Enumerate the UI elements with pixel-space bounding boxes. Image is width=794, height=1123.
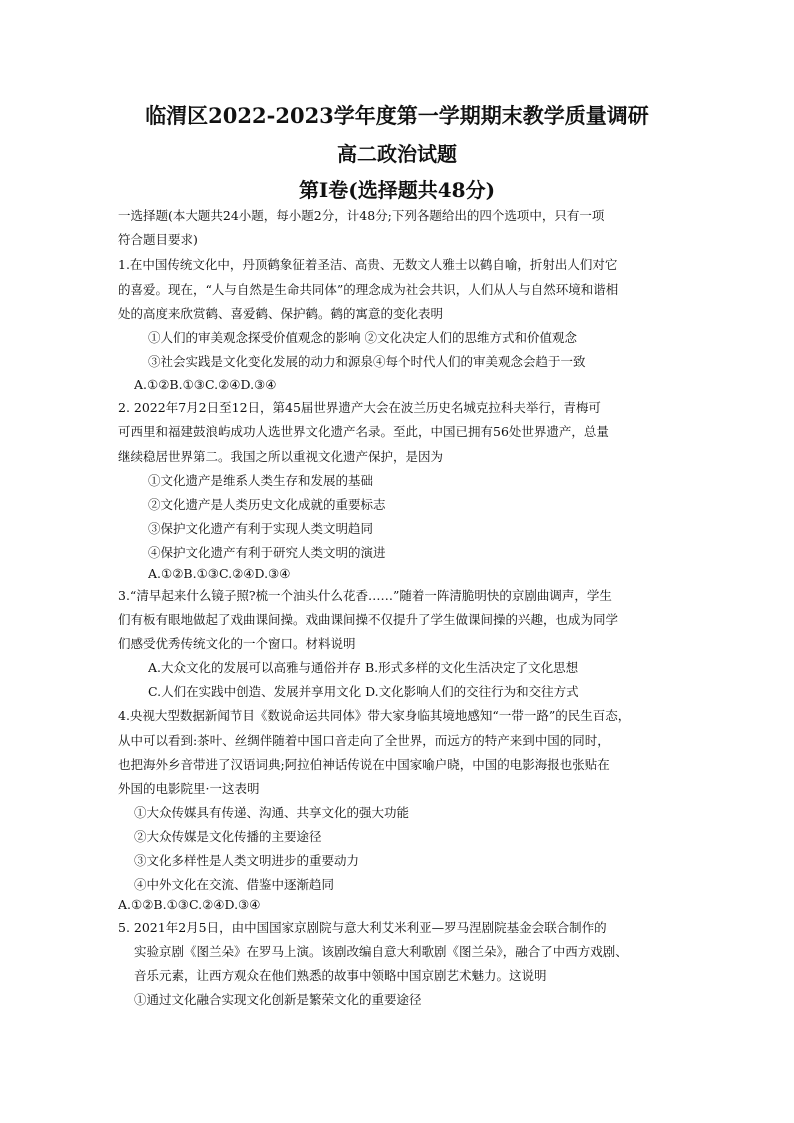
q4-statement: ④中外文化在交流、借鉴中逐渐趋同 [134, 877, 335, 892]
q2-stem-line: 可西里和福建鼓浪屿成功人选世界文化遗产名录。至此，中国已拥有56处世界遗产，总量 [118, 424, 609, 439]
section-title: 第I卷(选择题共48分) [298, 178, 496, 202]
q5-stem-line: 音乐元素，让西方观众在他们熟悉的故事中领略中国京剧艺术魅力。这说明 [134, 968, 547, 983]
q3-option: C.人们在实践中创造、发展并享用文化 D.文化影响人们的交往行为和交往方式 [148, 684, 579, 699]
q1-stem-line: 1.在中国传统文化中，丹顶鹤象征着圣洁、高贵、无数文人雅士以鹤自喻，折射出人们对它 [118, 257, 618, 272]
q1-stem-line: 的喜爱。现在，“人与自然是生命共同体”的理念成为社会共识，人们从人与自然环境和谐相 [118, 282, 619, 297]
q5-stem-line: 实验京剧《图兰朵》在罗马上演。该剧改编自意大利歌剧《图兰朵》，融合了中西方戏剧、 [134, 944, 628, 959]
instructions-line: 一选择题(本大题共24小题，每小题2分，计48分;下列各题给出的四个选项中，只有一项 [118, 208, 605, 223]
q5-statement: ①通过文化融合实现文化创新是繁荣文化的重要途径 [134, 992, 422, 1007]
q2-stem-line: 继续稳居世界第二。我国之所以重视文化遗产保护，是因为 [118, 449, 444, 464]
q3-stem-line: 们有板有眼地做起了戏曲课间操。戏曲课间操不仅提升了学生做课间操的兴趣，也成为同学 [118, 612, 619, 627]
q2-choices: A.①②B.①③C.②④D.③④ [148, 566, 291, 581]
q2-statement: ④保护文化遗产有利于研究人类文明的演进 [148, 545, 386, 560]
q2-statement: ③保护文化遗产有利于实现人类文明趋同 [148, 521, 374, 536]
q4-statement: ③文化多样性是人类文明进步的重要动力 [134, 853, 360, 868]
q4-stem-line: 外国的电影院里·一这表明 [118, 781, 260, 796]
q4-statement: ①大众传媒具有传递、沟通、共享文化的强大功能 [134, 805, 410, 820]
q4-stem-line: 从中可以看到:茶叶、丝绸伴随着中国口音走向了全世界，而远方的特产来到中国的同时， [118, 733, 610, 748]
q1-stem-line: 处的高度来欣赏鹤、喜爱鹤、保护鹤。鹤的寓意的变化表明 [118, 306, 444, 321]
q3-option: A.大众文化的发展可以高雅与通俗并存 B.形式多样的文化生活决定了文化思想 [148, 660, 579, 675]
q5-stem-line: 5. 2021年2月5日，由中国国家京剧院与意大利艾米利亚—罗马涅剧院基金会联合制作的 [118, 920, 607, 935]
q3-stem-line: 们感受优秀传统文化的一个窗口。材料说明 [118, 636, 356, 651]
exam-title: 临渭区2022-2023学年度第一学期期末教学质量调研 [145, 103, 649, 128]
q1-statement: ③社会实践是文化变化发展的动力和源泉④每个时代人们的审美观念会趋于一致 [148, 354, 586, 369]
exam-subtitle: 高二政治试题 [337, 142, 457, 166]
q4-stem-line: 4.央视大型数据新闻节目《数说命运共同体》带大家身临其境地感知“一带一路”的民生百态， [118, 708, 631, 723]
q4-stem-line: 也把海外乡音带进了汉语词典;阿拉伯神话传说在中国家喻户晓，中国的电影海报也张贴在 [118, 757, 610, 772]
q3-stem-line: 3.“清早起来什么镜子照?梳一个油头什么花香……”随着一阵清脆明快的京剧曲调声，学生 [118, 588, 612, 603]
q1-statement: ①人们的审美观念探受价值观念的影响 ②文化决定人们的思维方式和价值观念 [148, 330, 577, 345]
q2-statement: ①文化遗产是维系人类生存和发展的基础 [148, 473, 374, 488]
q2-stem-line: 2. 2022年7月2日至12日，第45届世界遗产大会在波兰历史名城克拉科夫举行，青梅可 [118, 400, 601, 415]
q4-choices: A.①②B.①③C.②④D.③④ [118, 897, 261, 912]
q1-choices: A.①②B.①③C.②④D.③④ [134, 377, 277, 392]
q2-statement: ②文化遗产是人类历史文化成就的重要标志 [148, 497, 386, 512]
instructions-line: 符合题目要求) [118, 232, 198, 247]
q4-statement: ②大众传媒是文化传播的主要途径 [134, 829, 322, 844]
